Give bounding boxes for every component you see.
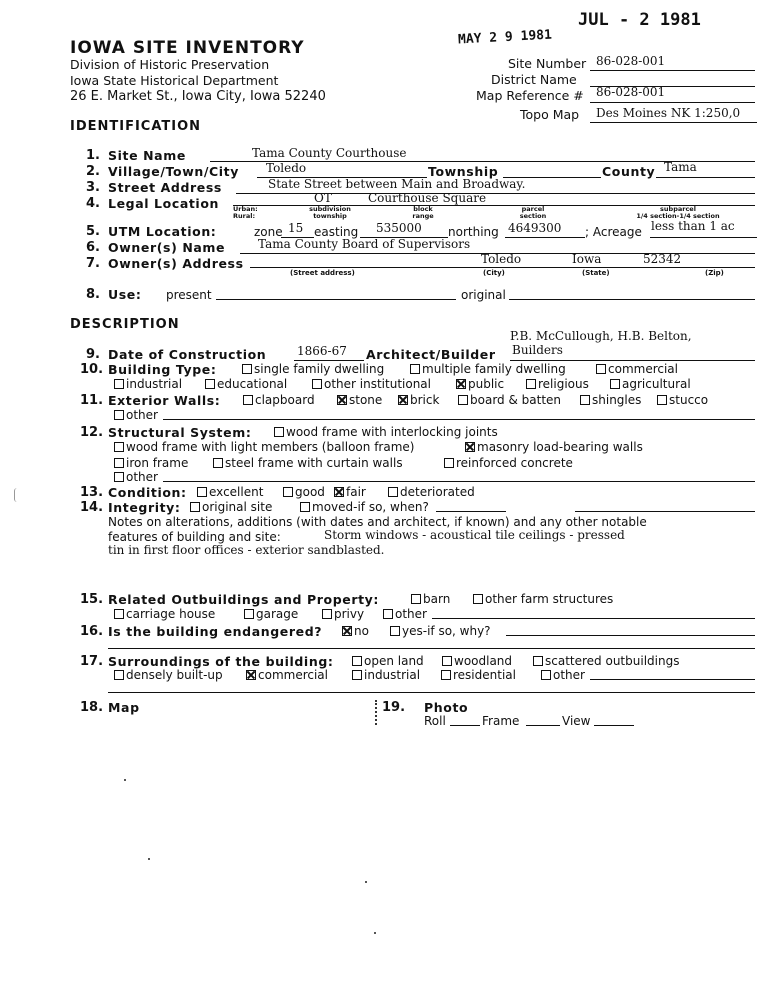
moved-label: moved-if so, when?	[312, 500, 429, 514]
section-identification: IDENTIFICATION	[70, 119, 202, 134]
commercial-type-checkbox[interactable]	[596, 364, 606, 374]
board-batten-label: board & batten	[470, 393, 562, 407]
scan-mark	[14, 488, 20, 502]
privy-label: privy	[334, 607, 365, 621]
integrity-label: Integrity:	[108, 500, 181, 515]
item-number: 10.	[80, 362, 104, 377]
scattered-outbuildings-label: scattered outbuildings	[545, 654, 680, 668]
carriage-house-label: carriage house	[126, 607, 216, 621]
industrial-surroundings-checkbox[interactable]	[352, 670, 362, 680]
good-label: good	[295, 485, 325, 499]
builders-value: Builders	[512, 343, 563, 357]
scattered-outbuildings-checkbox[interactable]	[533, 656, 543, 666]
notes-value-line-1: Storm windows - acoustical tile ceilings - pressed	[324, 528, 625, 542]
agricultural-checkbox[interactable]	[610, 379, 620, 389]
item-number: 16.	[80, 624, 104, 639]
topo-map-label: Topo Map	[520, 107, 580, 122]
owner-name-label: Owner(s) Name	[108, 240, 226, 255]
notes-features-label: features of building and site:	[108, 530, 281, 544]
site-name-label: Site Name	[108, 148, 186, 163]
educational-checkbox[interactable]	[205, 379, 215, 389]
architect-value: P.B. McCullough, H.B. Belton,	[510, 329, 692, 343]
easting-label: easting	[314, 225, 359, 239]
steel-frame-label: steel frame with curtain walls	[225, 456, 403, 470]
fair-label: fair	[346, 485, 366, 499]
scan-speck	[148, 858, 150, 860]
shingles-checkbox[interactable]	[580, 395, 590, 405]
balloon-frame-label: wood frame with light members (balloon frame)	[126, 440, 415, 454]
excellent-checkbox[interactable]	[197, 487, 207, 497]
frame-label: Frame	[482, 714, 520, 728]
easting-value: 535000	[376, 221, 422, 235]
deteriorated-label: deteriorated	[400, 485, 475, 499]
acreage-label: ; Acreage	[585, 225, 642, 239]
deteriorated-checkbox[interactable]	[388, 487, 398, 497]
acreage-value: less than 1 ac	[651, 219, 735, 233]
item-number: 18.	[80, 700, 104, 715]
item-number: 11.	[80, 393, 104, 408]
densely-built-label: densely built-up	[126, 668, 223, 682]
received-stamp-may: MAY 2 9 1981	[457, 27, 553, 48]
iron-frame-checkbox[interactable]	[114, 458, 124, 468]
range-label: range	[412, 212, 434, 220]
industrial-type-label: industrial	[126, 377, 183, 391]
owner-state-value: Iowa	[572, 252, 602, 266]
industrial-type-checkbox[interactable]	[114, 379, 124, 389]
street-address-label: Street Address	[108, 180, 222, 195]
other-outbuilding-label: other	[395, 607, 427, 621]
original-site-checkbox[interactable]	[190, 502, 200, 512]
other-surroundings-checkbox[interactable]	[541, 670, 551, 680]
header-line-3: 26 E. Market St., Iowa City, Iowa 52240	[70, 89, 326, 104]
masonry-checkbox-checked[interactable]	[465, 442, 475, 452]
topo-map-value: Des Moines NK 1:250,0	[596, 106, 741, 120]
northing-label: northing	[448, 225, 499, 239]
item-number: 6.	[86, 240, 100, 255]
masonry-label: masonry load-bearing walls	[477, 440, 643, 454]
street-address-value: State Street between Main and Broadway.	[268, 177, 526, 191]
woodland-label: woodland	[454, 654, 513, 668]
endangered-yes-label: yes-if so, why?	[402, 624, 491, 638]
item-number: 19.	[382, 700, 406, 715]
endangered-label: Is the building endangered?	[108, 624, 323, 639]
farm-structures-checkbox[interactable]	[473, 594, 483, 604]
subparcel-label: subparcel	[660, 205, 696, 213]
reinforced-concrete-checkbox[interactable]	[444, 458, 454, 468]
board-batten-checkbox[interactable]	[458, 395, 468, 405]
subdivision-label: subdivision	[309, 205, 351, 213]
city-caption: (City)	[483, 269, 505, 277]
item-number: 2.	[86, 164, 100, 179]
shingles-label: shingles	[592, 393, 642, 407]
zone-value: 15	[288, 221, 304, 235]
architect-builder-label: Architect/Builder	[366, 347, 496, 362]
village-value: Toledo	[266, 161, 307, 175]
township-label: Township	[428, 164, 499, 179]
multiple-family-label: multiple family dwelling	[422, 362, 566, 376]
surroundings-label: Surroundings of the building:	[108, 654, 334, 669]
date-construction-label: Date of Construction	[108, 347, 267, 362]
legal-subdivision-value: OT	[314, 191, 332, 205]
reinforced-concrete-label: reinforced concrete	[456, 456, 573, 470]
commercial-type-label: commercial	[608, 362, 678, 376]
single-family-checkbox[interactable]	[242, 364, 252, 374]
section-description: DESCRIPTION	[70, 317, 180, 332]
privy-checkbox[interactable]	[322, 609, 332, 619]
block-label: block	[413, 205, 433, 213]
steel-frame-checkbox[interactable]	[213, 458, 223, 468]
use-label: Use:	[108, 287, 142, 302]
endangered-no-checkbox-checked[interactable]	[342, 626, 352, 636]
utm-label: UTM Location:	[108, 224, 217, 239]
legal-location-label: Legal Location	[108, 196, 220, 211]
religious-checkbox[interactable]	[526, 379, 536, 389]
stone-label: stone	[349, 393, 383, 407]
scan-speck	[374, 932, 376, 934]
map-reference-value: 86-028-001	[596, 85, 666, 99]
present-use-label: present	[166, 288, 212, 302]
notes-value-line-2: tin in first floor offices - exterior sandblasted.	[108, 543, 385, 557]
endangered-yes-checkbox[interactable]	[390, 626, 400, 636]
zone-label: zone	[254, 225, 283, 239]
photo-label: Photo	[424, 700, 469, 715]
map-photo-divider	[375, 700, 377, 725]
item-number: 9.	[86, 347, 100, 362]
item-number: 1.	[86, 148, 100, 163]
condition-label: Condition:	[108, 485, 187, 500]
header-line-1: Division of Historic Preservation	[70, 57, 270, 72]
densely-built-checkbox[interactable]	[114, 670, 124, 680]
site-number-value: 86-028-001	[596, 54, 666, 68]
commercial-surroundings-checkbox-checked[interactable]	[246, 670, 256, 680]
other-walls-label: other	[126, 408, 158, 422]
commercial-surroundings-label: commercial	[258, 668, 328, 682]
section-label: section	[519, 212, 547, 220]
garage-checkbox[interactable]	[244, 609, 254, 619]
parcel-label: parcel	[521, 205, 545, 213]
notes-instructions: Notes on alterations, additions (with dates and architect, if known) and any other notable	[108, 515, 647, 529]
received-stamp-jul: JUL - 2 1981	[578, 10, 701, 30]
exterior-walls-label: Exterior Walls:	[108, 393, 221, 408]
endangered-no-label: no	[354, 624, 369, 638]
item-number: 14.	[80, 500, 104, 515]
state-caption: (State)	[582, 269, 610, 277]
roll-label: Roll	[424, 714, 446, 728]
owner-address-label: Owner(s) Address	[108, 256, 244, 271]
agricultural-label: agricultural	[622, 377, 691, 391]
date-construction-value: 1866-67	[297, 344, 347, 358]
item-number: 5.	[86, 224, 100, 239]
quarter-section-label: 1/4 section-1/4 section	[636, 212, 720, 220]
item-number: 4.	[86, 196, 100, 211]
single-family-label: single family dwelling	[254, 362, 385, 376]
form-title: IOWA SITE INVENTORY	[70, 38, 305, 58]
other-walls-checkbox[interactable]	[114, 410, 124, 420]
open-land-label: open land	[364, 654, 424, 668]
other-structural-checkbox[interactable]	[114, 472, 124, 482]
garage-label: garage	[256, 607, 299, 621]
wood-interlocking-checkbox[interactable]	[274, 427, 284, 437]
stucco-checkbox[interactable]	[657, 395, 667, 405]
iron-frame-label: iron frame	[126, 456, 189, 470]
open-land-checkbox[interactable]	[352, 656, 362, 666]
village-label: Village/Town/City	[108, 164, 239, 179]
rural-label: Rural:	[233, 212, 256, 220]
excellent-label: excellent	[209, 485, 264, 499]
legal-block-value: Courthouse Square	[368, 191, 487, 205]
urban-label: Urban:	[233, 205, 258, 213]
other-institutional-checkbox[interactable]	[312, 379, 322, 389]
public-label: public	[468, 377, 505, 391]
related-outbuildings-label: Related Outbuildings and Property:	[108, 592, 380, 607]
residential-label: residential	[453, 668, 516, 682]
county-value: Tama	[664, 160, 697, 174]
clapboard-checkbox[interactable]	[243, 395, 253, 405]
other-institutional-label: other institutional	[324, 377, 431, 391]
item-number: 3.	[86, 180, 100, 195]
barn-label: barn	[423, 592, 451, 606]
public-checkbox-checked[interactable]	[456, 379, 466, 389]
farm-structures-label: other farm structures	[485, 592, 614, 606]
other-surroundings-label: other	[553, 668, 585, 682]
county-label: County	[602, 164, 656, 179]
residential-checkbox[interactable]	[441, 670, 451, 680]
good-checkbox[interactable]	[283, 487, 293, 497]
scan-speck	[124, 779, 126, 781]
stucco-label: stucco	[669, 393, 709, 407]
educational-label: educational	[217, 377, 288, 391]
header-line-2: Iowa State Historical Department	[70, 73, 279, 88]
item-number: 12.	[80, 425, 104, 440]
multiple-family-checkbox[interactable]	[410, 364, 420, 374]
woodland-checkbox[interactable]	[442, 656, 452, 666]
industrial-surroundings-label: industrial	[364, 668, 421, 682]
scan-speck	[365, 881, 367, 883]
township-small-label: township	[313, 212, 347, 220]
item-number: 17.	[80, 654, 104, 669]
view-label: View	[562, 714, 591, 728]
item-number: 7.	[86, 256, 100, 271]
map-reference-label: Map Reference #	[476, 88, 584, 103]
other-outbuilding-checkbox[interactable]	[383, 609, 393, 619]
religious-label: religious	[538, 377, 589, 391]
brick-label: brick	[410, 393, 440, 407]
street-address-caption: (Street address)	[290, 269, 355, 277]
item-number: 15.	[80, 592, 104, 607]
site-number-label: Site Number	[508, 56, 587, 71]
brick-checkbox-checked[interactable]	[398, 395, 408, 405]
item-number: 8.	[86, 287, 100, 302]
clapboard-label: clapboard	[255, 393, 315, 407]
carriage-house-checkbox[interactable]	[114, 609, 124, 619]
northing-value: 4649300	[508, 221, 562, 235]
building-type-label: Building Type:	[108, 362, 217, 377]
moved-checkbox[interactable]	[300, 502, 310, 512]
map-label: Map	[108, 700, 140, 715]
stone-checkbox-checked[interactable]	[337, 395, 347, 405]
owner-city-value: Toledo	[481, 252, 522, 266]
balloon-frame-checkbox[interactable]	[114, 442, 124, 452]
zip-caption: (Zip)	[705, 269, 724, 277]
wood-interlocking-label: wood frame with interlocking joints	[286, 425, 498, 439]
owner-name-value: Tama County Board of Supervisors	[258, 237, 471, 251]
item-number: 13.	[80, 485, 104, 500]
original-site-label: original site	[202, 500, 273, 514]
fair-checkbox-checked[interactable]	[334, 487, 344, 497]
structural-system-label: Structural System:	[108, 425, 252, 440]
district-name-label: District Name	[491, 72, 577, 87]
site-name-value: Tama County Courthouse	[252, 146, 407, 160]
owner-zip-value: 52342	[643, 252, 682, 266]
original-use-label: original	[461, 288, 506, 302]
barn-checkbox[interactable]	[411, 594, 421, 604]
other-structural-label: other	[126, 470, 158, 484]
